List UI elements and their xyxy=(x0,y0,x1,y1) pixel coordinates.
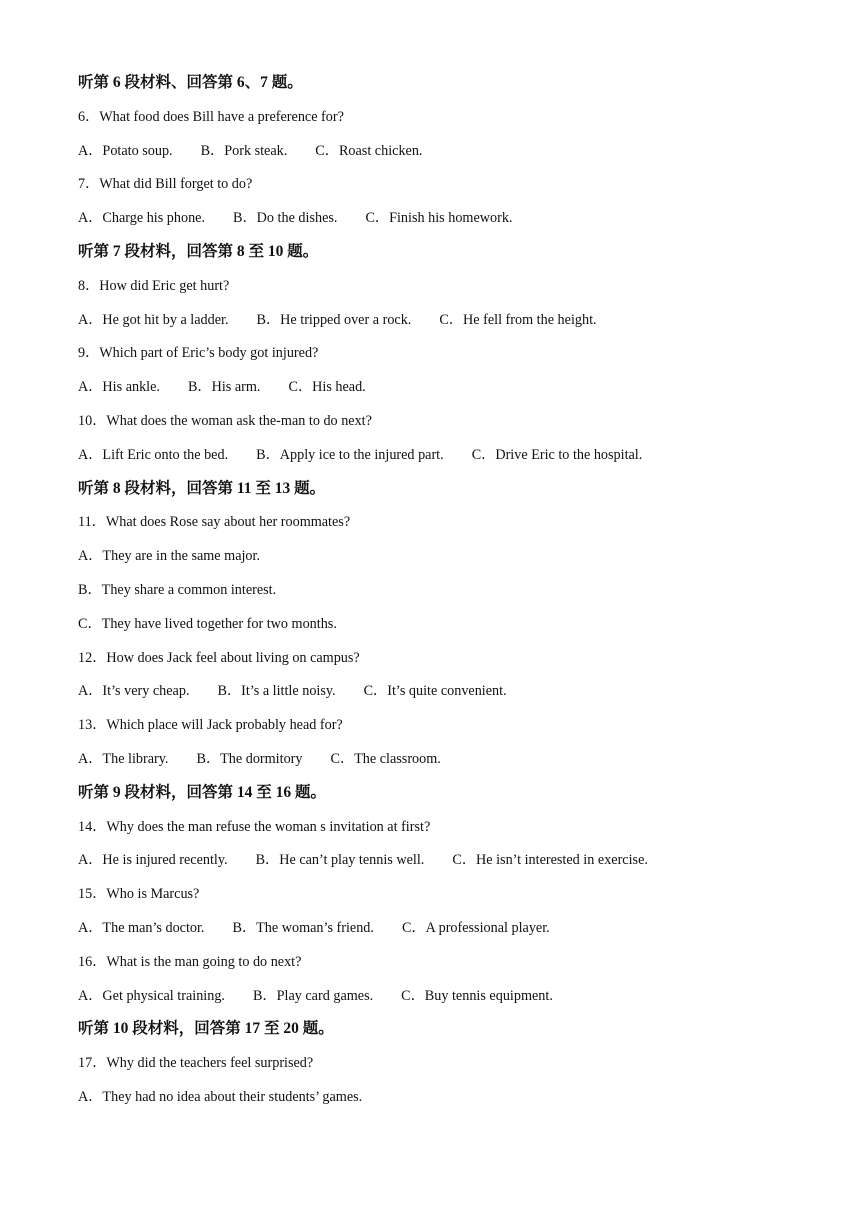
answer-option: B．His arm. xyxy=(187,379,261,396)
answer-option: B．The woman’s friend. xyxy=(232,919,374,936)
exam-page xyxy=(78,72,838,1120)
answer-option: C．Roast chicken. xyxy=(315,142,423,159)
section-heading: 听第 9 段材料，回答第 14 至 16 题。 xyxy=(78,783,327,801)
question-text: 12．How does Jack feel about living on campus? xyxy=(78,649,360,666)
answer-option: B．He can’t play tennis well. xyxy=(255,852,425,869)
answer-options-row xyxy=(78,376,838,410)
answer-option: C．A professional player. xyxy=(401,919,550,936)
question-text: 9．Which part of Eric’s body got injured? xyxy=(78,345,319,362)
answer-option: C．Finish his homework. xyxy=(365,210,513,227)
answer-option: B．They share a common interest. xyxy=(78,581,277,598)
section-heading: 听第 8 段材料，回答第 11 至 13 题。 xyxy=(78,479,326,497)
answer-options-row xyxy=(78,849,838,883)
answer-option: B．The dormitory xyxy=(196,750,303,767)
answer-option: B．Apply ice to the injured part. xyxy=(256,446,444,463)
answer-options-row xyxy=(78,680,838,714)
answer-option: C．The classroom. xyxy=(330,750,441,767)
section-heading: 听第 7 段材料，回答第 8 至 10 题。 xyxy=(78,242,319,260)
answer-option: B．He tripped over a rock. xyxy=(256,311,412,328)
answer-options-row xyxy=(78,140,838,174)
answer-option: C．He fell from the height. xyxy=(439,311,597,328)
answer-option: B．It’s a little noisy. xyxy=(217,683,336,700)
question-text: 10．What does the woman ask the-man to do next? xyxy=(78,412,372,429)
answer-option: C．Buy tennis equipment. xyxy=(401,987,553,1004)
answer-option: B．Play card games. xyxy=(252,987,374,1004)
section-heading: 听第 6 段材料、回答第 6、7 题。 xyxy=(78,74,303,91)
answer-option: C．It’s quite convenient. xyxy=(363,683,507,700)
answer-option: A．The man’s doctor. xyxy=(78,919,205,936)
answer-option: B．Do the dishes. xyxy=(233,210,338,227)
answer-option: C．Drive Eric to the hospital. xyxy=(471,446,643,463)
answer-option: C．His head. xyxy=(288,379,366,396)
answer-option: A．His ankle. xyxy=(78,379,160,396)
answer-options-row xyxy=(78,444,838,478)
answer-option: C．They have lived together for two months. xyxy=(78,615,337,632)
answer-options-row xyxy=(78,309,838,343)
answer-option: A．Get physical training. xyxy=(78,987,225,1004)
answer-option: A．Lift Eric onto the bed. xyxy=(78,446,229,463)
answer-options-row xyxy=(78,917,838,951)
answer-option: C．He isn’t interested in exercise. xyxy=(452,852,648,869)
answer-options-row xyxy=(78,748,838,782)
question-text: 13．Which place will Jack probably head for? xyxy=(78,717,343,734)
question-text: 14．Why does the man refuse the woman s invitation at first? xyxy=(78,818,431,835)
answer-option: A．He is injured recently. xyxy=(78,852,228,869)
question-text: 15．Who is Marcus? xyxy=(78,886,200,903)
answer-options-row xyxy=(78,207,838,241)
answer-option: A．He got hit by a ladder. xyxy=(78,311,229,328)
section-heading: 听第 10 段材料，回答第 17 至 20 题。 xyxy=(78,1020,334,1038)
question-text: 16．What is the man going to do next? xyxy=(78,953,302,970)
question-text: 6．What food does Bill have a preference for? xyxy=(78,108,344,125)
answer-option: A．They had no idea about their students’ games. xyxy=(78,1088,363,1105)
answer-options-row xyxy=(78,985,838,1019)
answer-option: A．It’s very cheap. xyxy=(78,683,190,700)
question-text: 11．What does Rose say about her roommates? xyxy=(78,514,351,531)
answer-option: A．Charge his phone. xyxy=(78,210,206,227)
question-text: 17．Why did the teachers feel surprised? xyxy=(78,1055,314,1072)
answer-option: B．Pork steak. xyxy=(200,142,288,159)
question-text: 8．How did Eric get hurt? xyxy=(78,277,230,294)
question-text: 7．What did Bill forget to do? xyxy=(78,176,253,193)
answer-option: A．The library. xyxy=(78,750,169,767)
answer-option: A．Potato soup. xyxy=(78,142,173,159)
answer-option: A．They are in the same major. xyxy=(78,548,261,565)
